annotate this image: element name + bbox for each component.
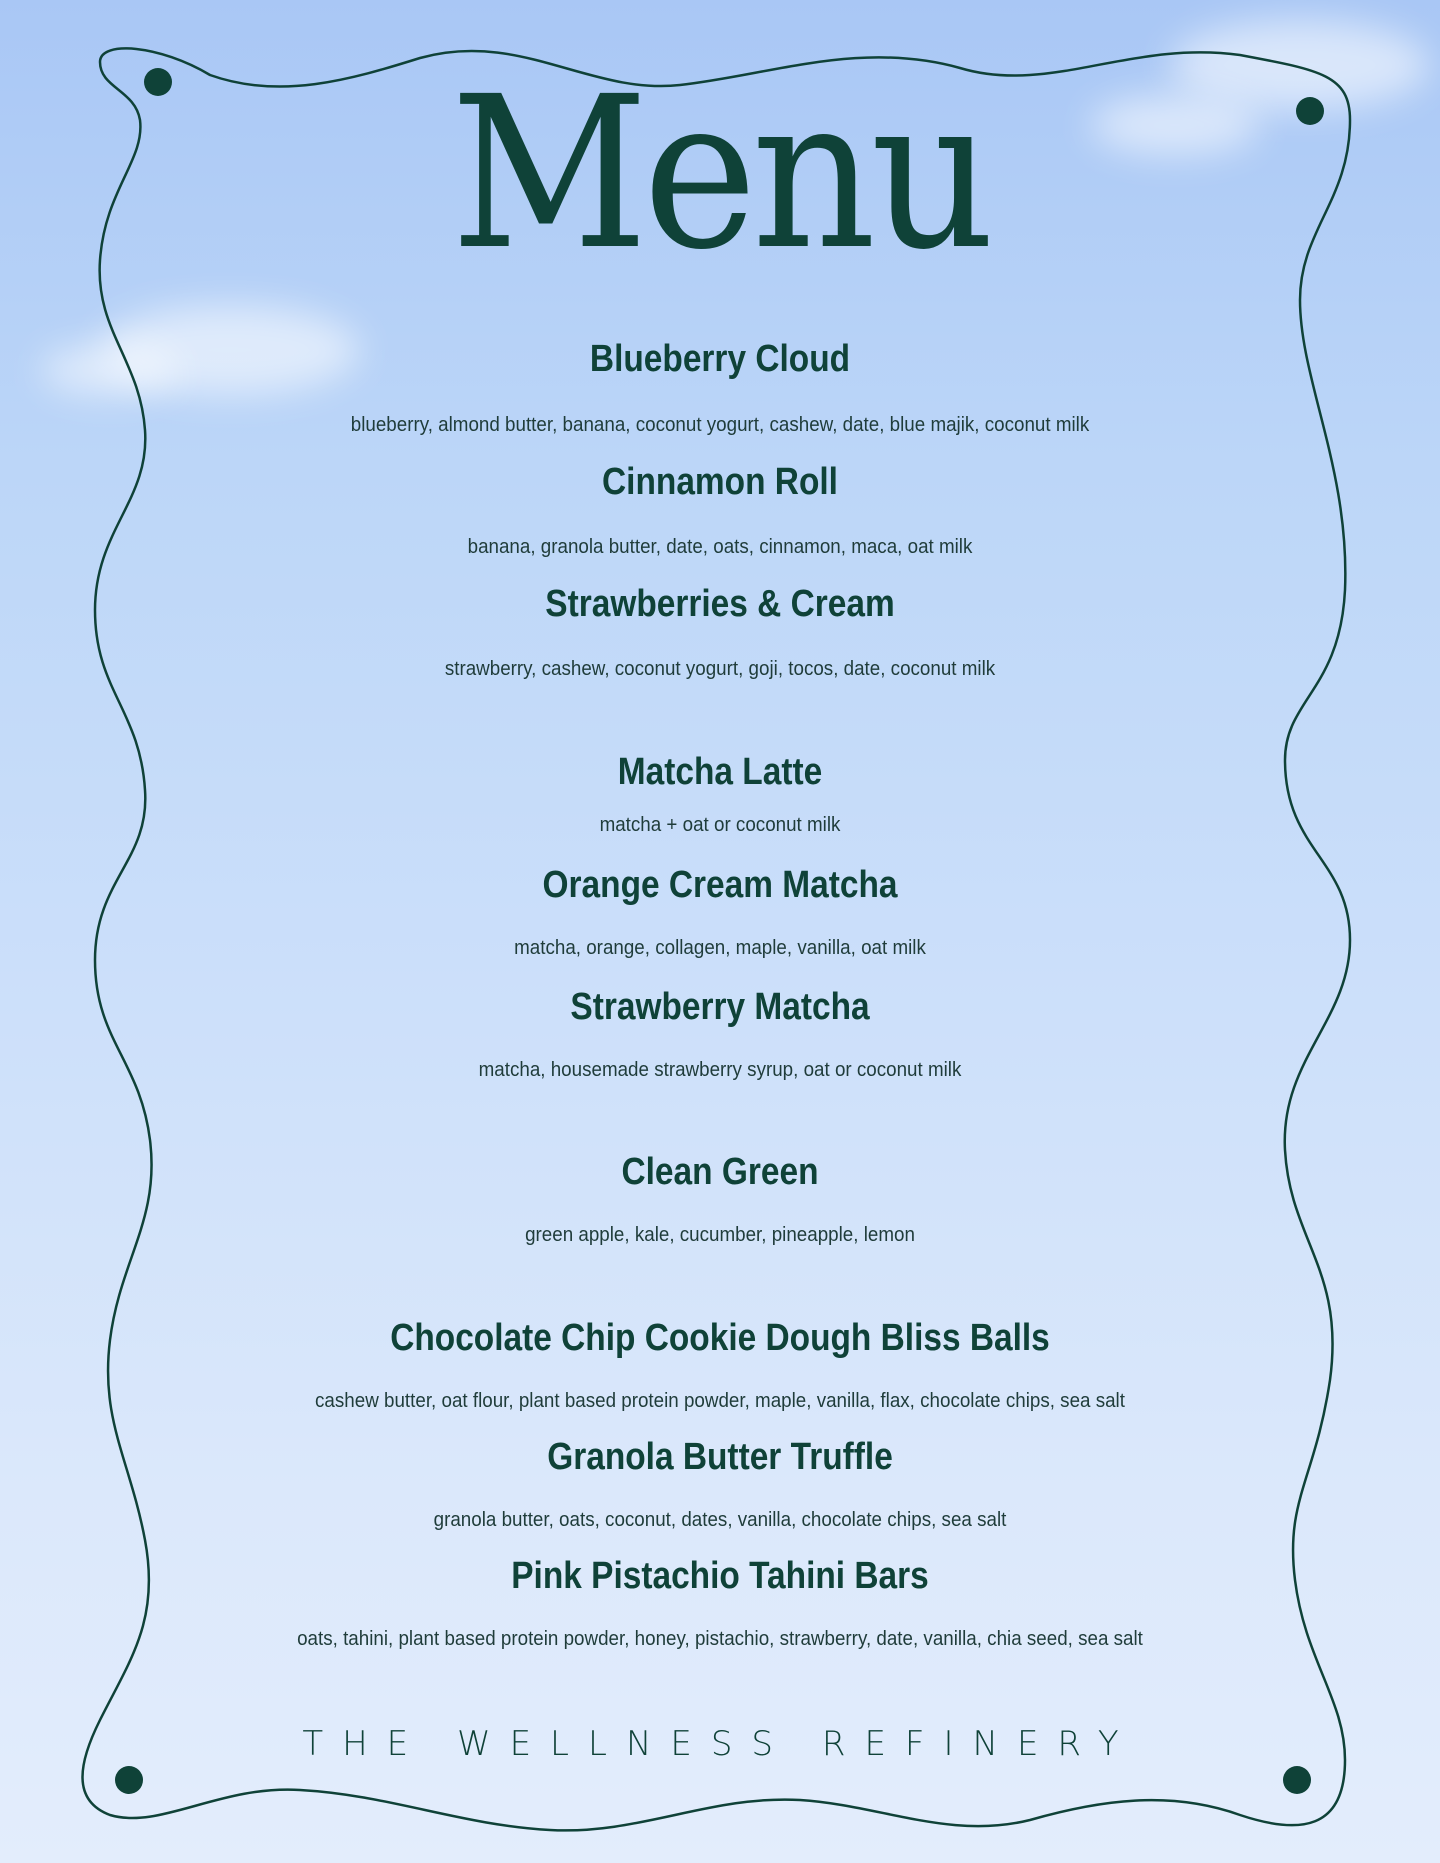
menu-item-description: blueberry, almond butter, banana, coconut yogurt, cashew, date, blue majik, coconut milk [350,414,1090,436]
brand-footer: THE WELLNESS REFINERY [302,1724,1138,1764]
corner-dot-bottom-left [115,1766,143,1794]
corner-dot-bottom-right [1283,1766,1311,1794]
menu-item-name: Chocolate Chip Cookie Dough Bliss Balls [390,1317,1050,1359]
menu-item-name: Granola Butter Truffle [547,1436,893,1478]
menu-item-description: matcha, orange, collagen, maple, vanilla, oat milk [514,937,926,959]
menu-item-name: Clean Green [621,1151,819,1193]
menu-item-description: green apple, kale, cucumber, pineapple, lemon [525,1224,915,1246]
menu-item-name: Strawberry Matcha [570,986,870,1028]
menu-item-description: granola butter, oats, coconut, dates, vanilla, chocolate chips, sea salt [433,1509,1007,1531]
menu-item-description: oats, tahini, plant based protein powder, honey, pistachio, strawberry, date, vanilla, chia seed, sea salt [297,1628,1143,1650]
menu-item-name: Strawberries & Cream [545,583,895,625]
menu-item-name: Matcha Latte [617,751,823,793]
menu-item-description: banana, granola butter, date, oats, cinnamon, maca, oat milk [467,536,973,558]
menu-item-description: cashew butter, oat flour, plant based protein powder, maple, vanilla, flax, chocolate chips, sea salt [315,1390,1125,1412]
menu-item-description: strawberry, cashew, coconut yogurt, goji, tocos, date, coconut milk [444,658,996,680]
menu-item-name: Pink Pistachio Tahini Bars [511,1555,929,1597]
menu-item-description: matcha, housemade strawberry syrup, oat or coconut milk [478,1059,962,1081]
menu-title: Menu [450,51,990,296]
menu-item-description: matcha + oat or coconut milk [599,814,841,836]
menu-item-name: Blueberry Cloud [589,338,851,380]
menu-item-name: Cinnamon Roll [602,461,838,503]
menu-item-name: Orange Cream Matcha [542,864,898,906]
